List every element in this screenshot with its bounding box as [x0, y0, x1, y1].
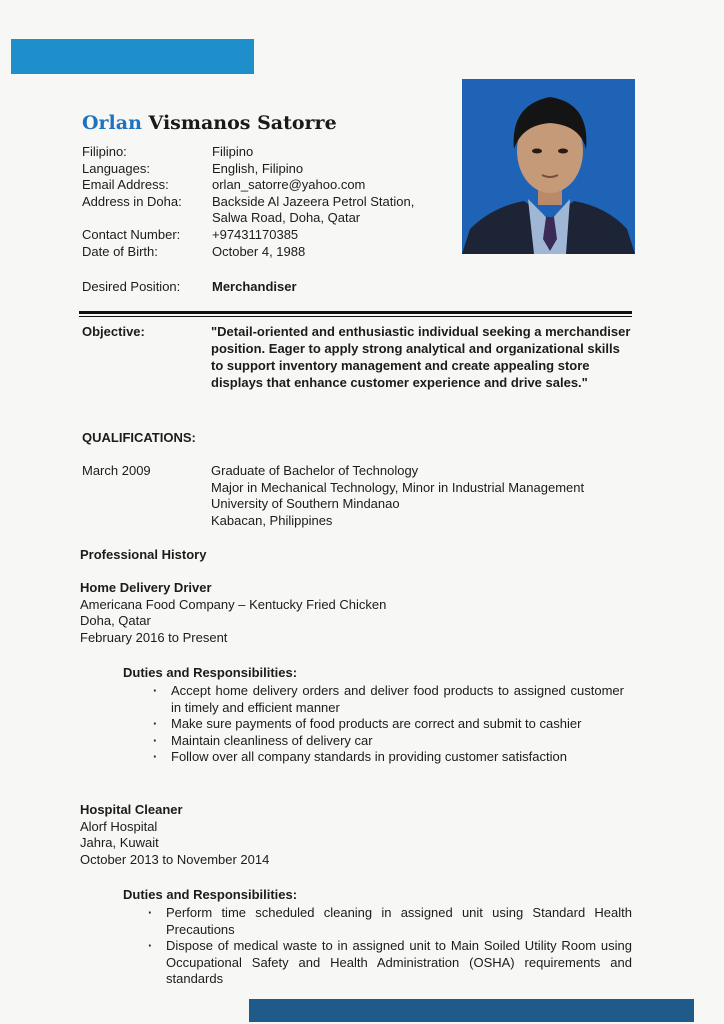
qualification-line: University of Southern Mindanao	[211, 496, 400, 512]
duties-heading: Duties and Responsibilities:	[123, 665, 298, 680]
info-label: Languages:	[82, 160, 150, 176]
duties-list	[148, 905, 632, 988]
duty-item: · Perform time scheduled cleaning in assigned unit using Standard Health Precautions	[148, 905, 632, 938]
info-label: Contact Number:	[82, 226, 181, 242]
section-divider	[79, 311, 632, 314]
info-row-birthdate	[82, 244, 462, 261]
duty-item: · Maintain cleanliness of delivery car	[153, 733, 624, 750]
info-row-languages	[82, 161, 462, 178]
person-portrait-icon	[462, 79, 635, 254]
duties-heading: Duties and Responsibilities:	[123, 887, 298, 902]
last-name: Vismanos Satorre	[148, 112, 337, 134]
info-label: Email Address:	[82, 177, 169, 193]
address-value	[212, 194, 462, 227]
info-label: Filipino:	[82, 144, 127, 159]
professional-history-heading: Professional History	[80, 547, 207, 562]
job-company: Alorf Hospital	[80, 818, 158, 834]
info-value: Filipino	[212, 144, 254, 159]
top-accent-bar	[11, 39, 254, 74]
desired-position-value: Merchandiser	[212, 279, 297, 294]
profile-photo	[462, 79, 635, 254]
info-row-contact	[82, 227, 462, 244]
duty-item: · Make sure payments of food products are correct and submit to cashier	[153, 716, 624, 733]
info-value: English, Filipino	[212, 160, 304, 176]
phone-value: +97431170385	[212, 226, 299, 242]
job-company: Americana Food Company – Kentucky Fried Chicken	[80, 596, 387, 612]
first-name: Orlan	[82, 112, 142, 134]
qualification-details	[211, 463, 584, 529]
address-line-2: Salwa Road, Doha, Qatar	[212, 210, 361, 226]
job-location: Doha, Qatar	[80, 613, 151, 629]
section-divider-thin	[79, 316, 632, 317]
desired-position	[82, 279, 297, 294]
job-period: October 2013 to November 2014	[80, 851, 270, 867]
duty-item: · Follow over all company standards in providing customer satisfaction	[153, 749, 624, 766]
qualification-line: Kabacan, Philippines	[211, 512, 333, 528]
bottom-accent-bar	[249, 999, 694, 1022]
duty-item: · Dispose of medical waste to in assigned unit to Main Soiled Utility Room using Occupational Safety and Health Administration (OSHA) requirements and standards	[148, 938, 632, 988]
info-label: Date of Birth:	[82, 243, 158, 259]
personal-info	[82, 144, 462, 260]
candidate-name	[82, 112, 337, 134]
email-value: orlan_satorre@yahoo.com	[212, 177, 366, 193]
info-label: Address in Doha:	[82, 193, 182, 209]
info-row-address	[82, 194, 462, 227]
objective-label: Objective:	[82, 324, 145, 339]
job-entry-hospital-cleaner	[80, 802, 269, 868]
job-period: February 2016 to Present	[80, 629, 228, 645]
job-entry-delivery-driver	[80, 580, 386, 646]
info-row-nationality	[82, 144, 462, 161]
info-value: October 4, 1988	[212, 243, 306, 259]
info-row-email	[82, 177, 462, 194]
duties-list	[153, 683, 624, 766]
desired-position-label: Desired Position:	[82, 279, 181, 294]
job-location: Jahra, Kuwait	[80, 835, 159, 851]
job-title: Home Delivery Driver	[80, 580, 212, 595]
qualification-line: Major in Mechanical Technology, Minor in Industrial Management	[211, 479, 585, 495]
duty-item: · Accept home delivery orders and deliver food products to assigned customer in timely and efficient manner	[153, 683, 624, 716]
objective-text: "Detail-oriented and enthusiastic individual seeking a merchandiser position. Eager to apply strong analytical and organizational skills to support inventory management and create appealing store displays that enhance customer experience and drive sales."	[211, 324, 631, 390]
qualification-line: Graduate of Bachelor of Technology	[211, 463, 419, 478]
qualification-date: March 2009	[82, 463, 151, 478]
qualifications-heading: QUALIFICATIONS:	[82, 430, 196, 445]
address-line-1: Backside Al Jazeera Petrol Station,	[212, 193, 415, 209]
job-title: Hospital Cleaner	[80, 802, 183, 817]
